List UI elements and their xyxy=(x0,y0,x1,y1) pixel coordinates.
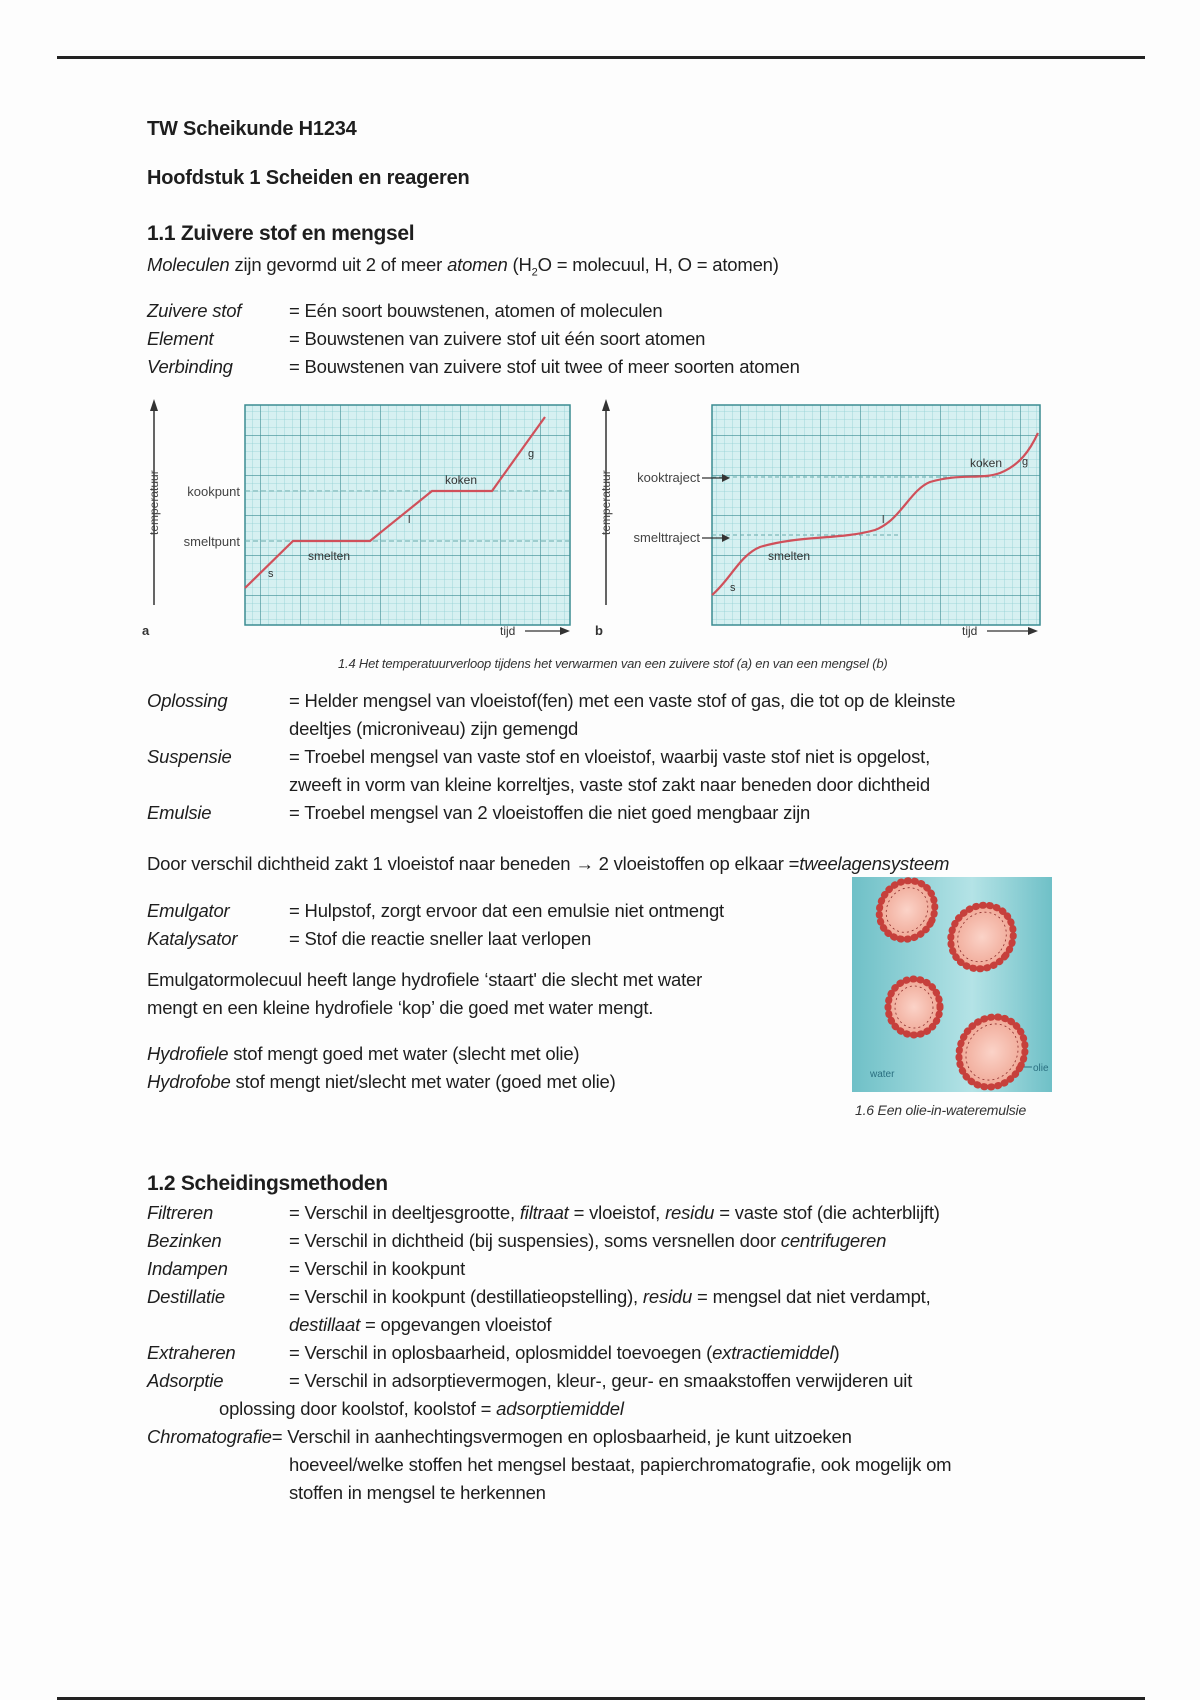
paragraph-line xyxy=(147,1040,616,1068)
method-term: Extraheren xyxy=(147,1342,236,1363)
definition-list xyxy=(147,297,800,381)
definition-text: = Troebel mengsel van vaste stof en vloeistof, waarbij vaste stof niet is opgelost, xyxy=(289,746,931,767)
method-term: Indampen xyxy=(147,1258,228,1279)
method-row xyxy=(147,1227,951,1255)
method-row xyxy=(147,1339,951,1367)
method-row xyxy=(147,1255,951,1283)
method-text: = vaste stof (die achterblijft) xyxy=(714,1202,940,1223)
arrow-right-icon: → xyxy=(575,853,594,874)
svg-text:smeltpunt: smeltpunt xyxy=(183,534,240,549)
method-continuation: stoffen in mengsel te herkennen xyxy=(289,1482,546,1503)
definition-text: = Helder mengsel van vloeistof(fen) met een vaste stof of gas, die tot op de kleinste xyxy=(289,690,956,711)
paragraph-line: mengt en een kleine hydrofiele ‘kop’ die goed met water mengt. xyxy=(147,997,654,1018)
panel-a xyxy=(142,399,570,638)
figure-1-4-caption: 1.4 Het temperatuurverloop tijdens het verwarmen van een zuivere stof (a) en van een mengsel (b) xyxy=(338,656,888,671)
svg-text:koken: koken xyxy=(970,456,1003,470)
definition-text: zweeft in vorm van kleine korreltjes, vaste stof zakt naar beneden door dichtheid xyxy=(289,774,930,795)
svg-text:s: s xyxy=(268,568,274,580)
hydro-paragraph xyxy=(147,1040,616,1096)
panel-b xyxy=(595,399,1040,638)
intro-text: (H xyxy=(507,254,532,275)
header-rule xyxy=(57,56,1145,59)
method-italic: extractiemiddel xyxy=(712,1342,834,1363)
definition-text: = Stof die reactie sneller laat verlopen xyxy=(289,928,592,949)
definition-text: = Hulpstof, zorgt ervoor dat een emulsie niet ontmengt xyxy=(289,900,724,921)
definition-term: Katalysator xyxy=(147,928,238,949)
definition-text: = Troebel mengsel van 2 vloeistoffen die niet goed mengbaar zijn xyxy=(289,802,811,823)
method-text: = Verschil in dichtheid (bij suspensies), soms versnellen door xyxy=(289,1230,781,1251)
hydro-text: stof mengt goed met water (slecht met olie) xyxy=(228,1043,580,1064)
method-continuation xyxy=(147,1311,951,1339)
definition-term: Verbinding xyxy=(147,356,233,377)
method-row xyxy=(147,1423,951,1451)
definition-row xyxy=(147,325,800,353)
svg-text:a: a xyxy=(142,623,150,638)
definition-term: Element xyxy=(147,328,214,349)
method-text: = opgevangen vloeistof xyxy=(360,1314,552,1335)
method-text: = Verschil in adsorptievermogen, kleur-, geur- en smaakstoffen verwijderen uit xyxy=(289,1370,913,1391)
svg-text:g: g xyxy=(1022,456,1029,468)
method-italic: adsorptiemiddel xyxy=(496,1398,624,1419)
emulsion-illustration xyxy=(852,877,1052,1092)
intro-term-moleculen: Moleculen xyxy=(147,254,230,275)
definition-row xyxy=(147,925,724,953)
svg-text:smelttraject: smelttraject xyxy=(633,530,700,545)
svg-text:smelten: smelten xyxy=(768,549,811,563)
method-text: = Verschil in oplosbaarheid, oplosmiddel toevoegen ( xyxy=(289,1342,713,1363)
method-text: = Verschil in aanhechtingsvermogen en oplosbaarheid, je kunt uitzoeken xyxy=(271,1426,852,1447)
method-continuation xyxy=(147,1395,951,1423)
svg-text:water: water xyxy=(870,1069,895,1080)
method-text: = Verschil in kookpunt (destillatieopstelling), xyxy=(289,1286,643,1307)
svg-text:temperatuur: temperatuur xyxy=(599,470,613,535)
figure-1-6-caption: 1.6 Een olie-in-wateremulsie xyxy=(855,1102,1027,1118)
svg-text:tijd: tijd xyxy=(962,624,978,638)
paragraph-line xyxy=(147,1068,616,1096)
note-text: Door verschil dichtheid zakt 1 vloeistof naar beneden xyxy=(147,853,576,874)
svg-text:kookpunt: kookpunt xyxy=(187,484,240,499)
method-term: Adsorptie xyxy=(147,1370,224,1391)
intro-term-atomen: atomen xyxy=(447,254,508,275)
definition-term: Zuivere stof xyxy=(147,300,242,321)
method-italic: residu xyxy=(642,1286,693,1307)
method-italic: destillaat xyxy=(289,1314,361,1335)
method-italic: centrifugeren xyxy=(780,1230,887,1251)
definition-term: Suspensie xyxy=(147,746,232,767)
separation-methods-list xyxy=(147,1199,951,1507)
svg-text:koken: koken xyxy=(445,473,478,487)
definition-text: = Bouwstenen van zuivere stof uit één soort atomen xyxy=(289,328,706,349)
method-text: ) xyxy=(833,1342,840,1363)
molecule-intro xyxy=(147,251,779,287)
subscript: 2 xyxy=(531,266,538,279)
svg-text:b: b xyxy=(595,623,603,638)
method-term: Bezinken xyxy=(147,1230,222,1251)
hydro-term: Hydrofobe xyxy=(147,1071,231,1092)
method-row xyxy=(147,1199,951,1227)
method-italic: residu xyxy=(665,1202,715,1223)
emulgator-paragraph xyxy=(147,966,702,1022)
document-title: TW Scheikunde H1234 xyxy=(147,118,357,140)
intro-text: O = molecuul, H, O = atomen) xyxy=(537,254,779,275)
svg-text:olie: olie xyxy=(1033,1063,1049,1074)
method-term: Filtreren xyxy=(147,1202,214,1223)
figure-1-4 xyxy=(140,395,1060,675)
method-term: Chromatografie xyxy=(147,1426,272,1447)
helper-definitions xyxy=(147,897,724,953)
definition-row xyxy=(147,799,955,827)
definition-row xyxy=(147,297,800,325)
method-continuation: hoeveel/welke stoffen het mengsel bestaat, papierchromatografie, ook mogelijk om xyxy=(289,1454,952,1475)
definition-text: deeltjes (microniveau) zijn gemengd xyxy=(289,718,579,739)
hydro-term: Hydrofiele xyxy=(147,1043,229,1064)
density-note xyxy=(147,850,949,878)
definition-row xyxy=(147,353,800,381)
method-term: Destillatie xyxy=(147,1286,225,1307)
hydro-text: stof mengt niet/slecht met water (goed met olie) xyxy=(230,1071,616,1092)
method-row xyxy=(147,1367,951,1395)
svg-text:smelten: smelten xyxy=(308,549,351,563)
svg-text:temperatuur: temperatuur xyxy=(147,470,161,535)
paragraph-line: Emulgatormolecuul heeft lange hydrofiele ‘staart' die slecht met water xyxy=(147,969,703,990)
note-term: tweelagensysteem xyxy=(799,853,950,874)
method-text: = vloeistof, xyxy=(568,1202,666,1223)
svg-text:tijd: tijd xyxy=(500,624,516,638)
svg-text:l: l xyxy=(882,514,885,526)
svg-text:kooktraject: kooktraject xyxy=(637,470,700,485)
method-row xyxy=(147,1283,951,1311)
definition-row xyxy=(147,687,955,715)
method-text: = Verschil in kookpunt xyxy=(289,1258,466,1279)
method-italic: filtraat xyxy=(519,1202,569,1223)
definition-text: = Bouwstenen van zuivere stof uit twee of meer soorten atomen xyxy=(289,356,800,377)
temperature-curves-figure xyxy=(140,395,1060,675)
mixture-definitions xyxy=(147,687,955,827)
definition-row xyxy=(147,897,724,925)
svg-text:g: g xyxy=(528,448,535,460)
method-text: = mengsel dat niet verdampt, xyxy=(692,1286,931,1307)
intro-text: zijn gevormd uit 2 of meer xyxy=(229,254,448,275)
section-title-1-2: 1.2 Scheidingsmethoden xyxy=(147,1172,388,1195)
figure-1-6 xyxy=(852,877,1052,1092)
definition-term: Emulsie xyxy=(147,802,212,823)
section-title-1-1: 1.1 Zuivere stof en mengsel xyxy=(147,222,415,245)
definition-term: Oplossing xyxy=(147,690,228,711)
svg-text:s: s xyxy=(730,582,736,594)
method-text: oplossing door koolstof, koolstof = xyxy=(219,1398,497,1419)
definition-row xyxy=(147,743,955,771)
definition-text: = Eén soort bouwstenen, atomen of moleculen xyxy=(289,300,663,321)
note-text: 2 vloeistoffen op elkaar = xyxy=(593,853,800,874)
chapter-title: Hoofdstuk 1 Scheiden en reageren xyxy=(147,167,470,189)
definition-term: Emulgator xyxy=(147,900,230,921)
svg-text:l: l xyxy=(408,514,411,526)
method-text: = Verschil in deeltjesgrootte, xyxy=(289,1202,520,1223)
